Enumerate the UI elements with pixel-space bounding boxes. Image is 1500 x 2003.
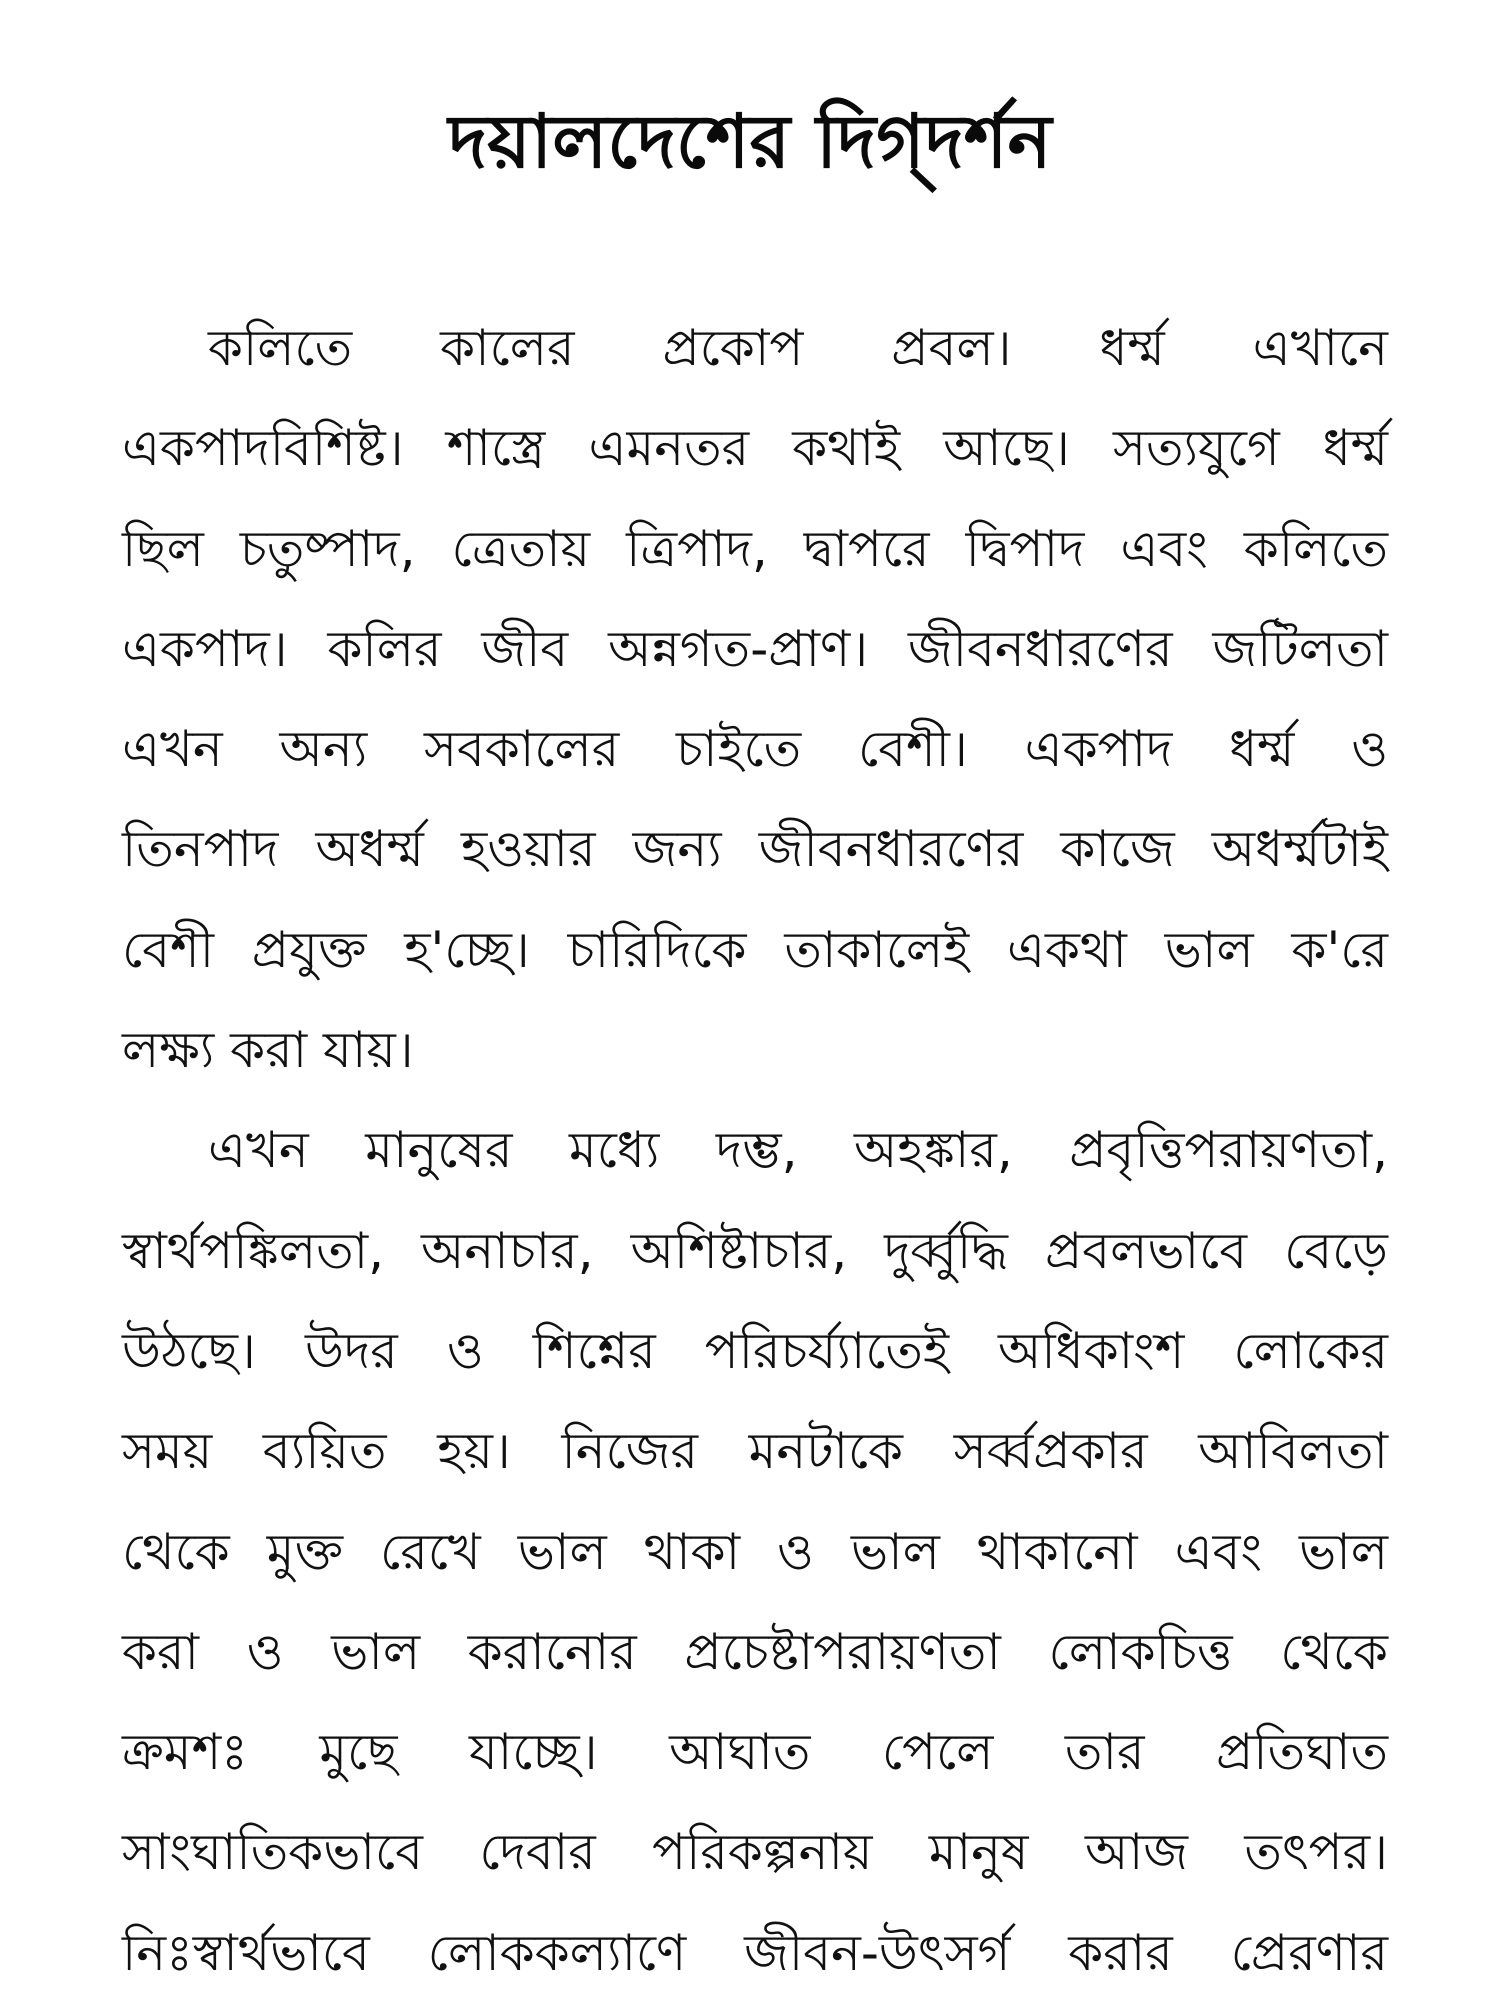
body-text [122,298,1388,2003]
paragraph-1-line: একপাদবিশিষ্ট। শাস্ত্রে এমনতর কথাই আছে। সত্যযুগে ধর্ম্ম [122,419,1388,478]
paragraph-1-line: ছিল চতুষ্পাদ, ত্রেতায় ত্রিপাদ, দ্বাপরে দ্বিপাদ এবং কলিতে [122,519,1388,578]
paragraph-2-line: করা ও ভাল করানোর প্রচেষ্টাপরায়ণতা লোকচিত্ত থেকে [122,1622,1388,1681]
paragraph-2-line: নিঃস্বার্থভাবে লোককল্যাণে জীবন-উৎসর্গ করার প্রেরণার [122,1923,1388,1982]
paragraph-1-line: লক্ষ্য করা যায়। [122,1021,414,1080]
paragraph-1-line: এখন অন্য সবকালের চাইতে বেশী। একপাদ ধর্ম্ম ও [122,720,1388,779]
paragraph-2-line: থেকে মুক্ত রেখে ভাল থাকা ও ভাল থাকানো এবং ভাল [122,1522,1388,1581]
paragraph-1-line: বেশী প্রযুক্ত হ'চ্ছে। চারিদিকে তাকালেই একথা ভাল ক'রে [122,920,1388,979]
paragraph-1-line: তিনপাদ অধর্ম্ম হওয়ার জন্য জীবনধারণের কাজে অধর্ম্মটাই [122,820,1388,879]
page-title: দয়ালদেশের দিগ্‌দর্শন [448,99,1052,185]
paragraph-2-line: উঠছে। উদর ও শিশ্নের পরিচর্য্যাতেই অধিকাংশ লোকের [122,1321,1388,1380]
paragraph-2-line: এখন মানুষের মধ্যে দম্ভ, অহঙ্কার, প্রবৃত্তিপরায়ণতা, [208,1121,1388,1180]
paragraph-1-line: একপাদ। কলির জীব অন্নগত-প্রাণ। জীবনধারণের জটিলতা [122,619,1388,678]
paragraph-2-line: ক্রমশঃ মুছে যাচ্ছে। আঘাত পেলে তার প্রতিঘাত [122,1723,1388,1782]
paragraph-1-line: কলিতে কালের প্রকোপ প্রবল। ধর্ম্ম এখানে [208,319,1388,377]
paragraph-2-line: সাংঘাতিকভাবে দেবার পরিকল্পনায় মানুষ আজ তৎপর। [122,1823,1388,1882]
paragraph-2-line: স্বার্থপঙ্কিলতা, অনাচার, অশিষ্টাচার, দুর্ব্বুদ্ধি প্রবলভাবে বেড়ে [122,1221,1388,1280]
paragraph-2-line: সময় ব্যয়িত হয়। নিজের মনটাকে সর্ব্বপ্রকার আবিলতা [122,1422,1388,1481]
